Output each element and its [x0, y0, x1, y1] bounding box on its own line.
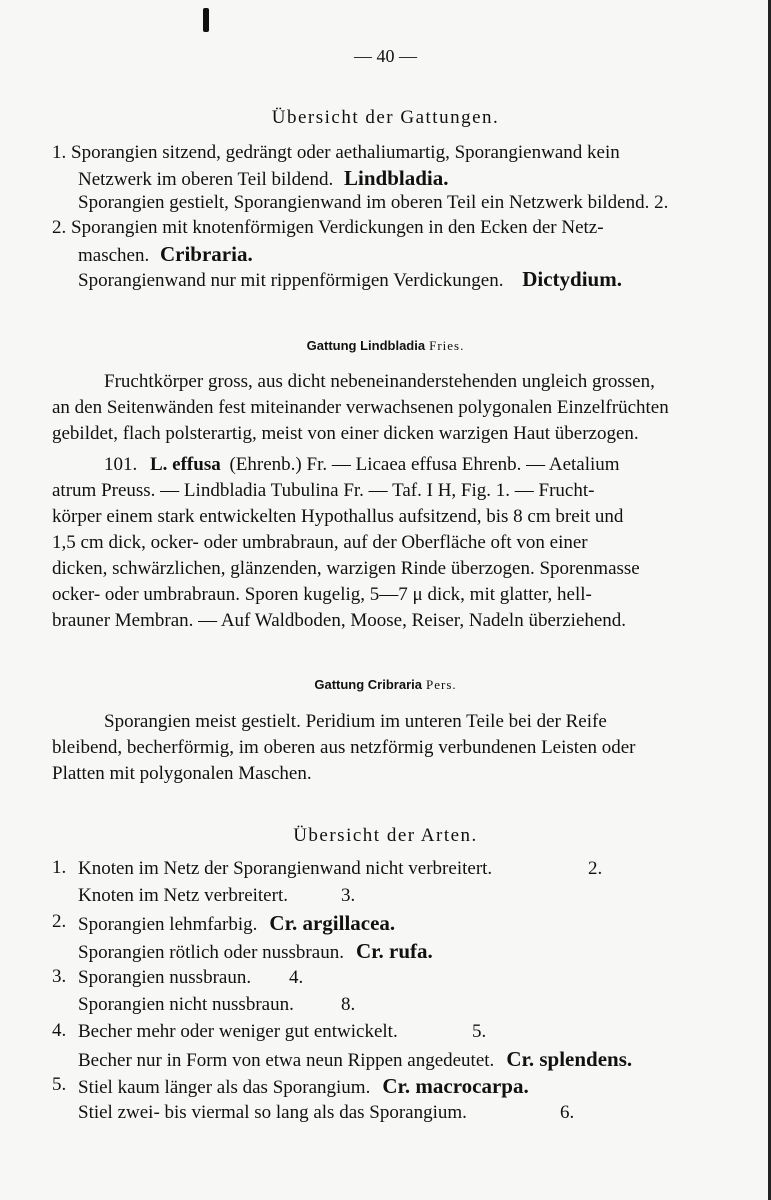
key-item-number: 3. [52, 966, 67, 987]
key-item-reference: 6. [560, 1102, 575, 1123]
taxon-lindbladia: Lindbladia. [344, 166, 449, 190]
taxon-dictydium: Dictydium. [522, 267, 622, 291]
species-name: L. effusa [150, 454, 221, 475]
page-number: — 40 — [354, 46, 417, 66]
lindbladia-desc-3: gebildet, flach polsterartig, meist von einer dicken warzigen Haut überzogen. [52, 423, 639, 444]
key-item-text: Sporangien nicht nussbraun. [78, 994, 294, 1015]
key-item-taxon: Cr. splendens. [506, 1047, 633, 1071]
key-item-reference: 8. [341, 994, 356, 1015]
key-item-text: Knoten im Netz der Sporangienwand nicht verbreitert. [78, 858, 493, 879]
cribraria-genus: Gattung Cribraria [314, 677, 422, 692]
species-101-line-5: dicken, schwärzlichen, glänzenden, warzigen Rinde überzogen. Sporenmasse [52, 558, 640, 579]
lindbladia-author: Fries. [429, 338, 465, 353]
species-synonyms: (Ehrenb.) Fr. — Licaea effusa Ehrenb. — Aetalium [229, 454, 620, 475]
taxon-cribraria: Cribraria. [159, 242, 253, 266]
key-item-taxon: Cr. rufa. [355, 939, 433, 963]
key-item [78, 1047, 632, 1073]
key-item [78, 857, 492, 881]
key-item-number: 2. [52, 911, 67, 932]
genera-key-line-4: 2. Sporangien mit knotenförmigen Verdickungen in den Ecken der Netz- [52, 217, 604, 238]
species-101-line-6: ocker- oder umbrabraun. Sporen kugelig, 5—7 μ dick, mit glatter, hell- [52, 584, 592, 605]
genera-key-line-6 [78, 267, 622, 293]
species-number: 101. [104, 454, 138, 475]
genera-key-line-5 [78, 242, 253, 268]
key-item [78, 911, 395, 937]
genera-key-line-5-text: maschen. [78, 245, 150, 266]
ink-blot [203, 8, 209, 32]
key-item-taxon: Cr. macrocarpa. [382, 1074, 529, 1098]
cribraria-author: Pers. [425, 677, 457, 692]
cribraria-desc-3: Platten mit polygonalen Maschen. [52, 763, 312, 784]
key-item [78, 993, 294, 1017]
genera-key-line-2 [78, 166, 449, 192]
species-key-heading: Übersicht der Arten. [293, 825, 478, 846]
key-item-text: Sporangien rötlich oder nussbraun. [78, 942, 344, 963]
key-item [78, 1020, 398, 1044]
key-item-taxon: Cr. argillacea. [269, 911, 396, 935]
species-101-line-3: körper einem stark entwickelten Hypothallus aufsitzend, bis 8 cm breit und [52, 506, 624, 527]
key-item-reference: 2. [588, 858, 603, 879]
cribraria-desc-1: Sporangien meist gestielt. Peridium im unteren Teile bei der Reife [104, 711, 607, 732]
lindbladia-desc-1: Fruchtkörper gross, aus dicht nebeneinanderstehenden ungleich grossen, [104, 371, 655, 392]
genera-key-heading: Übersicht der Gattungen. [271, 107, 500, 128]
species-101-line-7: brauner Membran. — Auf Waldboden, Moose, Reiser, Nadeln überziehend. [52, 610, 627, 631]
genera-key-line-3: Sporangien gestielt, Sporangienwand im oberen Teil ein Netzwerk bildend. 2. [78, 192, 669, 213]
lindbladia-heading [0, 337, 771, 355]
species-101-line-4: 1,5 cm dick, ocker- oder umbrabraun, auf der Oberfläche oft von einer [52, 532, 588, 553]
species-101-line-2: atrum Preuss. — Lindbladia Tubulina Fr. — Taf. I H, Fig. 1. — Frucht- [52, 480, 595, 501]
key-item-reference: 5. [472, 1021, 487, 1042]
cribraria-heading [0, 676, 771, 694]
key-item [78, 939, 433, 965]
key-item-text: Knoten im Netz verbreitert. [78, 885, 288, 906]
key-item-text: Becher nur in Form von etwa neun Rippen angedeutet. [78, 1050, 495, 1071]
key-item-text: Sporangien nussbraun. [78, 967, 252, 988]
key-item [78, 1101, 467, 1125]
key-item [78, 966, 251, 990]
lindbladia-desc-2: an den Seitenwänden fest miteinander verwachsenen polygonalen Einzelfrüchten [52, 397, 669, 418]
key-item [78, 884, 288, 908]
lindbladia-genus: Gattung Lindbladia [306, 338, 426, 353]
key-item-reference: 3. [341, 885, 356, 906]
key-item [78, 1074, 529, 1100]
key-item-text: Stiel kaum länger als das Sporangium. [78, 1077, 371, 1098]
cribraria-desc-2: bleibend, becherförmig, im oberen aus netzförmig verbundenen Leisten oder [52, 737, 636, 758]
genera-key-line-1: 1. Sporangien sitzend, gedrängt oder aethaliumartig, Sporangienwand kein [52, 142, 620, 163]
genera-key-line-2-text: Netzwerk im oberen Teil bildend. [78, 169, 334, 190]
key-item-number: 5. [52, 1074, 67, 1095]
key-item-text: Stiel zwei- bis viermal so lang als das Sporangium. [78, 1102, 467, 1123]
key-item-text: Sporangien lehmfarbig. [78, 914, 258, 935]
genera-key-line-6-text: Sporangienwand nur mit rippenförmigen Verdickungen. [78, 270, 504, 291]
key-item-number: 1. [52, 857, 67, 878]
key-item-number: 4. [52, 1020, 67, 1041]
key-item-text: Becher mehr oder weniger gut entwickelt. [78, 1021, 398, 1042]
species-101-line-1 [104, 453, 620, 477]
key-item-reference: 4. [289, 967, 304, 988]
